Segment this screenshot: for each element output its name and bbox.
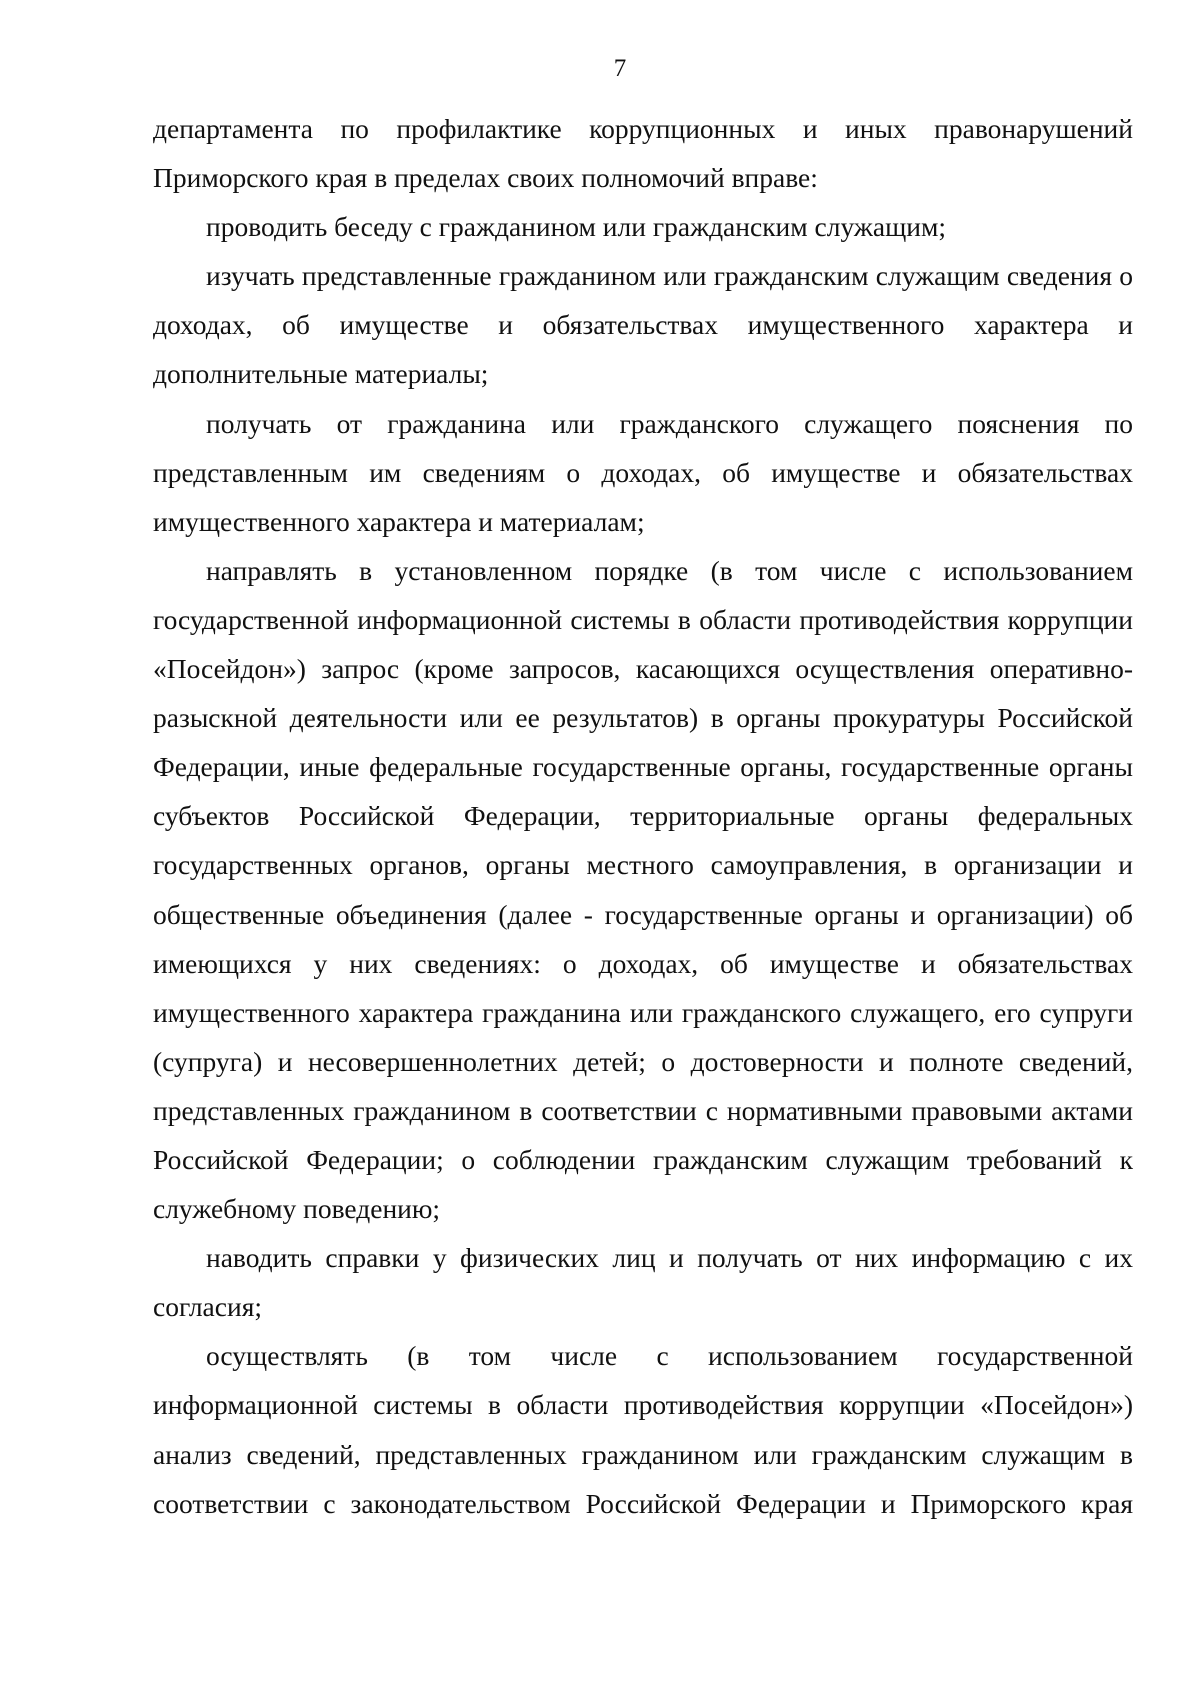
paragraph-2-conduct-conversation: проводить беседу с гражданином или гражданским служащим; [206, 211, 947, 243]
paragraph-4-receive-explanations: получать от гражданина или гражданского служащего пояснения по представленным им сведениям о доходах, об имуществе и обязательствах имущественного характера и материалам; [153, 407, 1133, 537]
document-body [153, 104, 1133, 1528]
paragraph-6-make-inquiries: наводить справки у физических лиц и получать от них информацию с их согласия; [153, 1242, 1133, 1323]
paragraph-7-perform-analysis: осуществлять (в том числе с использованием государственной информационной системы в области противодействия коррупции «Посейдон») анализ сведений, представленных гражданином или гражданским служащим в соответствии с законодательством Российской Федерации и Приморского края [153, 1340, 1133, 1519]
paragraph-5-send-requests: направлять в установленном порядке (в том числе с использованием государственной информационной системы в области противодействия коррупции «Посейдон») запрос (кроме запросов, касающихся осуществления оперативно-разыскной деятельности или ее результатов) в органы прокуратуры Российской Федерации, иные федеральные государственные органы, государственные органы субъектов Российской Федерации, территориальные органы федеральных государственных органов, органы местного самоуправления, в организации и общественные объединения (далее - государственные органы и организации) об имеющихся у них сведениях: о доходах, об имуществе и обязательствах имущественного характера гражданина или гражданского служащего, его супруги (супруга) и несовершеннолетних детей; о достоверности и полноте сведений, представленных гражданином в соответствии с нормативными правовыми актами Российской Федерации; о соблюдении гражданским служащим требований к служебному поведению; [153, 554, 1133, 1225]
page-number: 7 [613, 55, 627, 82]
paragraph-1-continuation: департамента по профилактике коррупционных и иных правонарушений Приморского края в пределах своих полномочий вправе: [153, 113, 1133, 194]
paragraph-3-study-information: изучать представленные гражданином или гражданским служащим сведения о доходах, об имуществе и обязательствах имущественного характера и дополнительные материалы; [153, 260, 1133, 390]
